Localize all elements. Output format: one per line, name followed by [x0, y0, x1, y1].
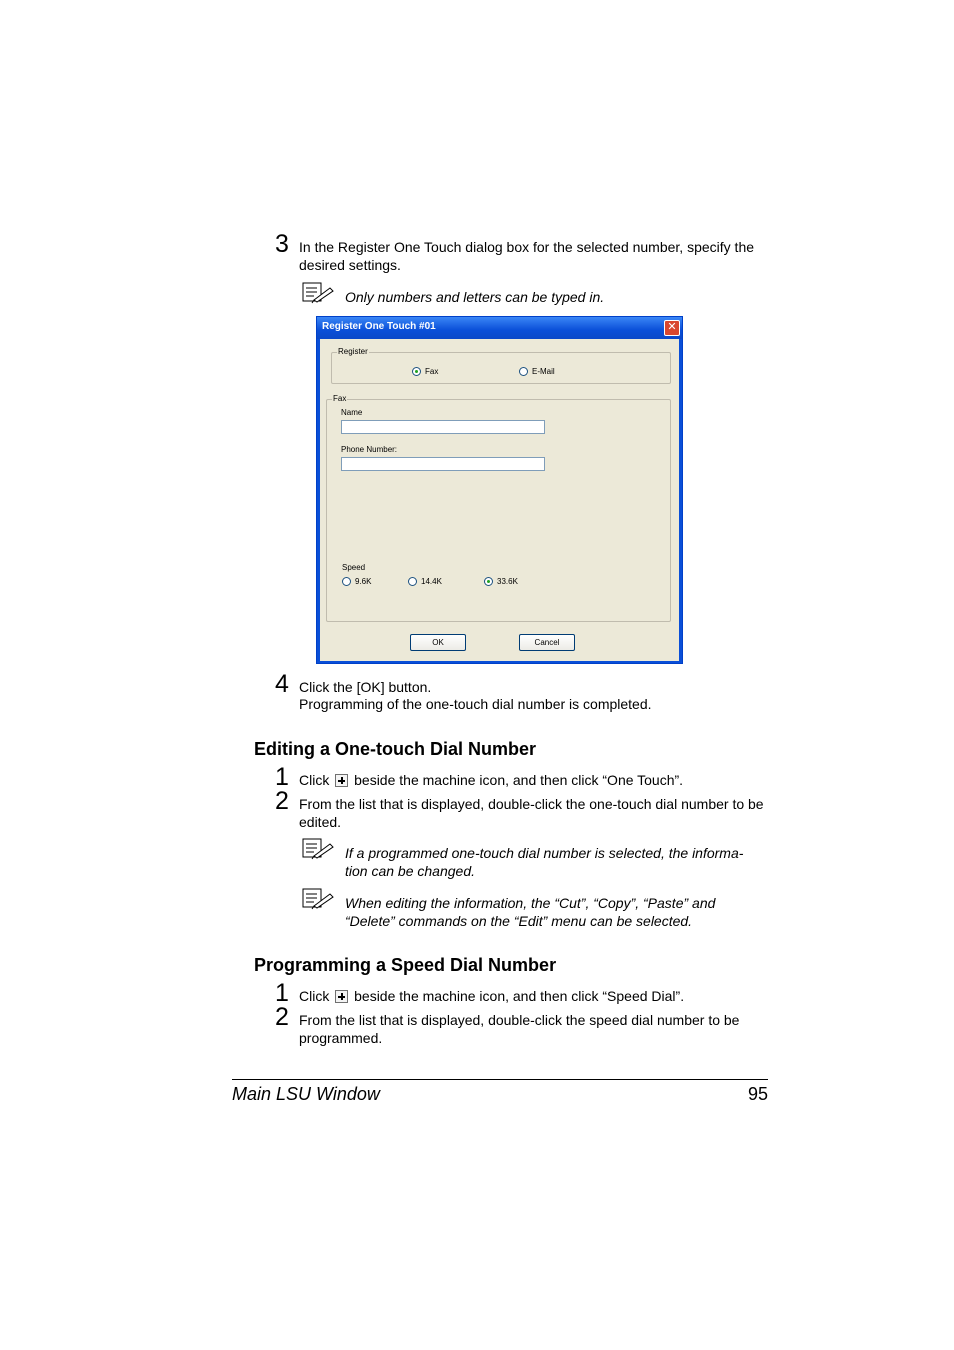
phone-number-input[interactable]: [341, 457, 545, 471]
page-number: 95: [747, 1084, 768, 1104]
name-label: Name: [341, 408, 363, 417]
dialog-client-area: [320, 339, 679, 661]
speed-label: Speed: [342, 563, 366, 572]
fax-radio-label: Fax: [425, 367, 439, 376]
note-text: Only numbers and letters can be typed in.: [345, 289, 605, 305]
email-radio[interactable]: [519, 367, 528, 376]
note-pencil-icon: [302, 888, 334, 910]
fax-group-label: Fax: [333, 394, 347, 403]
step-text-after: beside the machine icon, and then click “Speed Dial”.: [354, 988, 685, 1004]
dialog-title: Register One Touch #01: [322, 321, 436, 332]
speed-radio-label: 14.4K: [421, 577, 442, 586]
step-text: Click the [OK] button.: [299, 679, 432, 695]
step-number: 2: [275, 1003, 289, 1031]
step-text: [299, 771, 769, 789]
step-number: 2: [275, 787, 289, 815]
step-text-before: Click: [299, 988, 330, 1004]
speed-radio-label: 33.6K: [497, 577, 518, 586]
step-text: Programming of the one-touch dial number is completed.: [299, 696, 652, 712]
step-text: From the list that is displayed, double-click the speed dial number to be programmed.: [299, 1012, 740, 1046]
step-text: In the Register One Touch dialog box for the selected number, specify the desired settings.: [299, 239, 755, 273]
register-one-touch-dialog: [316, 316, 683, 664]
register-groupbox: [331, 347, 671, 384]
fax-radio[interactable]: [412, 367, 421, 376]
note-text: If a programmed one-touch dial number is selected, the informa-tion can be changed.: [345, 845, 744, 879]
step-number: 1: [275, 979, 289, 1007]
section-heading: Programming a Speed Dial Number: [254, 955, 557, 975]
step-text-before: Click: [299, 772, 330, 788]
speed-radio-33-6k[interactable]: [484, 577, 493, 586]
step-text: From the list that is displayed, double-click the one-touch dial number to be edited.: [299, 796, 764, 830]
cancel-button[interactable]: Cancel: [519, 634, 575, 651]
ok-button[interactable]: OK: [410, 634, 466, 651]
name-input[interactable]: [341, 420, 545, 434]
note-pencil-icon: [302, 282, 334, 304]
note-text: When editing the information, the “Cut”, “Copy”, “Paste” and “Delete” commands on the “Edit” menu can be selected.: [345, 895, 716, 929]
section-heading: Editing a One-touch Dial Number: [254, 739, 537, 759]
close-icon[interactable]: ✕: [664, 320, 680, 336]
step-text: [299, 987, 769, 1005]
step-text-after: beside the machine icon, and then click “One Touch”.: [354, 772, 684, 788]
note-pencil-icon: [302, 838, 334, 860]
speed-radio-9-6k[interactable]: [342, 577, 351, 586]
step-number: 4: [275, 670, 289, 698]
step-number: 1: [275, 763, 289, 791]
phone-number-label: Phone Number:: [341, 445, 398, 454]
expand-plus-icon: [335, 990, 348, 1003]
speed-radio-14-4k[interactable]: [408, 577, 417, 586]
fax-groupbox: [326, 394, 671, 622]
footer-rule: [232, 1079, 768, 1080]
register-group-label: Register: [338, 347, 368, 356]
footer-title: Main LSU Window: [232, 1084, 380, 1104]
expand-plus-icon: [335, 774, 348, 787]
speed-radio-label: 9.6K: [355, 577, 372, 586]
email-radio-label: E-Mail: [532, 367, 555, 376]
dialog-titlebar: [317, 317, 682, 339]
step-number: 3: [275, 230, 289, 258]
